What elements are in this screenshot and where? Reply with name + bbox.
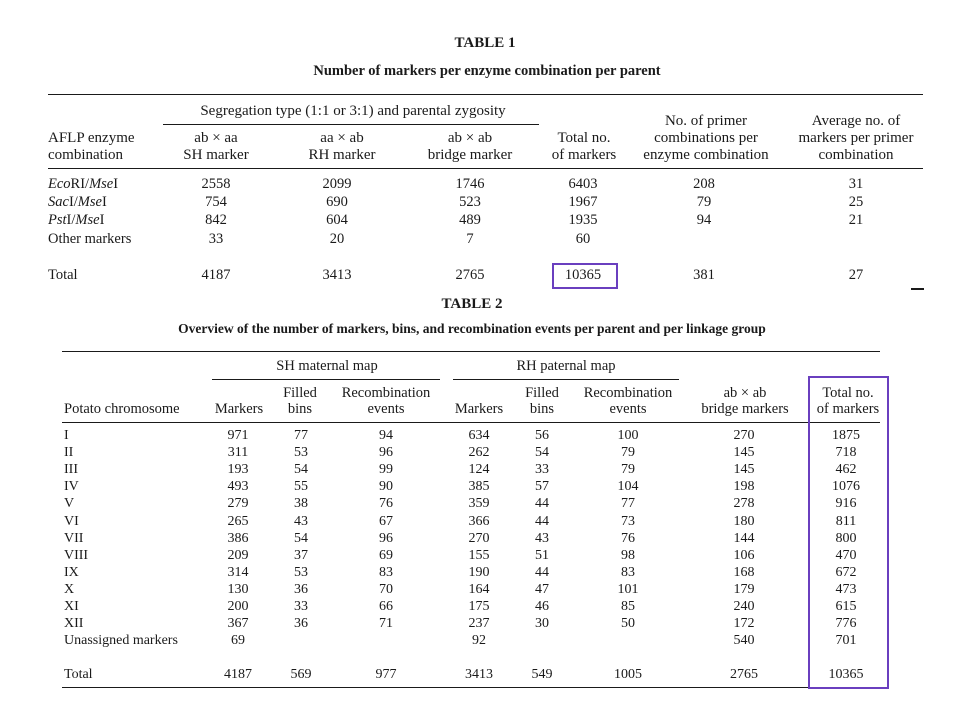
table-row [0, 212, 960, 230]
table-cell: 262 [468, 445, 490, 460]
table-cell: 101 [617, 582, 639, 597]
table-cell: 493 [227, 479, 249, 494]
table-cell: 2765 [455, 267, 485, 283]
table-cell: 79 [621, 445, 635, 460]
table-cell: 190 [468, 565, 490, 580]
row-label: Total [48, 267, 78, 283]
row-label: II [64, 445, 74, 460]
table-cell: 4187 [224, 667, 252, 682]
table1-col-header-avg-markers: Average no. of markers per primer combination [798, 113, 914, 163]
table-cell: 200 [227, 599, 249, 614]
table-cell: 43 [294, 514, 308, 529]
table2-total-column-highlight [808, 376, 889, 689]
table-cell: 20 [329, 231, 345, 247]
table1-group-header: Segregation type (1:1 or 3:1) and parental zygosity [200, 103, 506, 119]
table-cell: 1005 [614, 667, 642, 682]
table-cell: 54 [535, 445, 549, 460]
row-label: VI [64, 514, 79, 529]
table-cell: 69 [379, 548, 393, 563]
table-cell: 754 [205, 194, 227, 210]
table-cell: 1967 [568, 194, 598, 210]
table-cell: 168 [733, 565, 755, 580]
table-cell: 569 [290, 667, 312, 682]
table-cell: 83 [621, 565, 635, 580]
table2-group-rule-sh [212, 379, 440, 380]
table2-bottom-rule [62, 687, 880, 688]
table-cell: 800 [835, 531, 857, 546]
table1-col-header-primer-combos: No. of primer combinations per enzyme combination [643, 113, 769, 163]
table-cell: 94 [379, 428, 393, 443]
table-cell: 462 [835, 462, 857, 477]
row-label: EcoRI/MseI [48, 176, 119, 192]
table-cell: 96 [379, 531, 393, 546]
table1-total-highlight [552, 263, 618, 289]
table-cell: 1076 [832, 479, 860, 494]
table2-col-header-bridge: ab × ab bridge markers [701, 385, 789, 417]
table-cell: 977 [375, 667, 397, 682]
table-cell: 44 [535, 496, 549, 511]
table-cell: 92 [472, 633, 486, 648]
table-cell: 314 [227, 565, 249, 580]
table2-col-header-sh-markers: Markers [214, 401, 264, 417]
table-cell: 971 [227, 428, 249, 443]
table-cell: 311 [227, 445, 249, 460]
table-cell: 130 [227, 582, 249, 597]
row-label: V [64, 496, 75, 511]
table-cell: 54 [294, 462, 308, 477]
table2-col-header-rh-markers: Markers [454, 401, 504, 417]
table-cell: 470 [835, 548, 857, 563]
table-cell: 67 [379, 514, 393, 529]
table2-title: TABLE 2 [441, 296, 503, 312]
table-cell: 615 [835, 599, 857, 614]
table1-group-rule [163, 124, 539, 125]
table-cell: 30 [535, 616, 549, 631]
row-label: Other markers [48, 231, 132, 247]
table-cell: 270 [733, 428, 755, 443]
table2-col-header-rh-bins: Filled bins [525, 385, 559, 417]
table2-header-rule [62, 422, 880, 423]
table1-col-header-sh: ab × aa SH marker [183, 130, 249, 163]
table-cell: 690 [326, 194, 348, 210]
table-cell: 916 [835, 496, 857, 511]
table-cell: 604 [326, 212, 348, 228]
table-cell: 10365 [564, 267, 602, 283]
table-cell: 104 [617, 479, 639, 494]
table2-col-header-sh-recomb: Recombination events [341, 385, 431, 417]
table2-caption: Overview of the number of markers, bins, and recombination events per parent and per linkage group [178, 321, 766, 336]
table2-group-rule-rh [453, 379, 679, 380]
table-cell: 53 [294, 565, 308, 580]
table-row [0, 194, 960, 212]
table-cell: 100 [617, 428, 639, 443]
table-cell: 47 [535, 582, 549, 597]
table-cell: 76 [379, 496, 393, 511]
table1-caption: Number of markers per enzyme combination per parent [313, 63, 661, 79]
table-cell: 701 [835, 633, 857, 648]
table-cell: 57 [535, 479, 549, 494]
table-cell: 179 [733, 582, 755, 597]
table-cell: 240 [733, 599, 755, 614]
row-label: I [64, 428, 69, 443]
table-cell: 3413 [465, 667, 493, 682]
table-cell: 71 [379, 616, 393, 631]
table2-row-label-header: Potato chromosome [64, 401, 180, 417]
table2-top-rule [62, 351, 880, 352]
table-cell: 175 [468, 599, 490, 614]
table-cell: 36 [294, 616, 308, 631]
table-cell: 33 [208, 231, 224, 247]
table-cell: 155 [468, 548, 490, 563]
table-cell: 634 [468, 428, 490, 443]
row-label: XII [64, 616, 84, 631]
table-cell: 164 [468, 582, 490, 597]
row-label: XI [64, 599, 79, 614]
table1-header-rule [48, 168, 923, 169]
table-cell: 523 [459, 194, 481, 210]
table2-col-header-sh-bins: Filled bins [283, 385, 317, 417]
table-cell: 672 [835, 565, 857, 580]
table-cell: 79 [696, 194, 712, 210]
table-cell: 366 [468, 514, 490, 529]
table1-col-header-total: Total no. of markers [551, 130, 617, 163]
table-cell: 489 [459, 212, 481, 228]
table-cell: 776 [835, 616, 857, 631]
table-cell: 106 [733, 548, 755, 563]
table-cell: 44 [535, 565, 549, 580]
row-label: Total [64, 667, 93, 682]
table-cell: 209 [227, 548, 249, 563]
table1-end-mark [911, 288, 924, 290]
table2-col-header-rh-recomb: Recombination events [583, 385, 673, 417]
table-cell: 842 [205, 212, 227, 228]
table-cell: 145 [733, 445, 755, 460]
table-cell: 83 [379, 565, 393, 580]
table-cell: 50 [621, 616, 635, 631]
table-cell: 21 [848, 212, 864, 228]
table2-group-header-sh: SH maternal map [276, 358, 378, 374]
table-cell: 33 [535, 462, 549, 477]
table-row [0, 176, 960, 194]
table-cell: 144 [733, 531, 755, 546]
table-cell: 473 [835, 582, 857, 597]
table-total-row [0, 267, 960, 285]
table-cell: 77 [621, 496, 635, 511]
table-cell: 2099 [322, 176, 352, 192]
table-cell: 549 [531, 667, 553, 682]
table-cell: 237 [468, 616, 490, 631]
table-cell: 76 [621, 531, 635, 546]
table-cell: 33 [294, 599, 308, 614]
row-label: X [64, 582, 75, 597]
row-label: VIII [64, 548, 89, 563]
table1-col-header-bridge: ab × ab bridge marker [427, 130, 513, 163]
table-cell: 60 [575, 231, 591, 247]
table-cell: 6403 [568, 176, 598, 192]
table-cell: 25 [848, 194, 864, 210]
table-cell: 278 [733, 496, 755, 511]
table-cell: 172 [733, 616, 755, 631]
table-cell: 99 [379, 462, 393, 477]
table-cell: 66 [379, 599, 393, 614]
table-cell: 69 [231, 633, 245, 648]
table-cell: 43 [535, 531, 549, 546]
table-cell: 36 [294, 582, 308, 597]
table-cell: 385 [468, 479, 490, 494]
table-cell: 3413 [322, 267, 352, 283]
table-cell: 1935 [568, 212, 598, 228]
table-cell: 265 [227, 514, 249, 529]
table-cell: 2765 [730, 667, 758, 682]
table-cell: 85 [621, 599, 635, 614]
table-cell: 208 [693, 176, 715, 192]
table-cell: 145 [733, 462, 755, 477]
table-cell: 98 [621, 548, 635, 563]
table-cell: 540 [733, 633, 755, 648]
table-cell: 54 [294, 531, 308, 546]
row-label: VII [64, 531, 84, 546]
table-cell: 37 [294, 548, 308, 563]
table-cell: 811 [835, 514, 857, 529]
table-cell: 270 [468, 531, 490, 546]
table1-row-label-header: AFLP enzyme combination [48, 130, 135, 163]
table-cell: 180 [733, 514, 755, 529]
table-cell: 94 [696, 212, 712, 228]
table-cell: 7 [466, 231, 474, 247]
table-cell: 359 [468, 496, 490, 511]
table-cell: 381 [693, 267, 715, 283]
table-cell: 73 [621, 514, 635, 529]
table-cell: 53 [294, 445, 308, 460]
table-cell: 51 [535, 548, 549, 563]
row-label: IV [64, 479, 79, 494]
row-label: PstI/MseI [48, 212, 105, 228]
table2-col-header-total: Total no. of markers [816, 385, 880, 417]
table-cell: 55 [294, 479, 308, 494]
row-label: IX [64, 565, 79, 580]
table2-group-header-rh: RH paternal map [516, 358, 616, 374]
table-cell: 198 [733, 479, 755, 494]
table-cell: 124 [468, 462, 490, 477]
table-cell: 2558 [201, 176, 231, 192]
table-cell: 70 [379, 582, 393, 597]
table-cell: 77 [294, 428, 308, 443]
table1-top-rule [48, 94, 923, 95]
table-cell: 10365 [828, 667, 864, 682]
table-cell: 1746 [455, 176, 485, 192]
table-cell: 718 [835, 445, 857, 460]
table-cell: 4187 [201, 267, 231, 283]
table-cell: 90 [379, 479, 393, 494]
table-cell: 193 [227, 462, 249, 477]
table1-col-header-rh: aa × ab RH marker [308, 130, 376, 163]
table-cell: 27 [848, 267, 864, 283]
table-cell: 31 [848, 176, 864, 192]
table-cell: 79 [621, 462, 635, 477]
table-cell: 46 [535, 599, 549, 614]
table1-title: TABLE 1 [454, 35, 516, 51]
table-cell: 96 [379, 445, 393, 460]
table-cell: 44 [535, 514, 549, 529]
row-label: III [64, 462, 78, 477]
row-label: SacI/MseI [48, 194, 107, 210]
table-cell: 56 [535, 428, 549, 443]
table-cell: 367 [227, 616, 249, 631]
table-cell: 1875 [832, 428, 860, 443]
table-row [0, 231, 960, 249]
table-cell: 279 [227, 496, 249, 511]
table-cell: 38 [294, 496, 308, 511]
row-label: Unassigned markers [64, 633, 178, 648]
table-cell: 386 [227, 531, 249, 546]
